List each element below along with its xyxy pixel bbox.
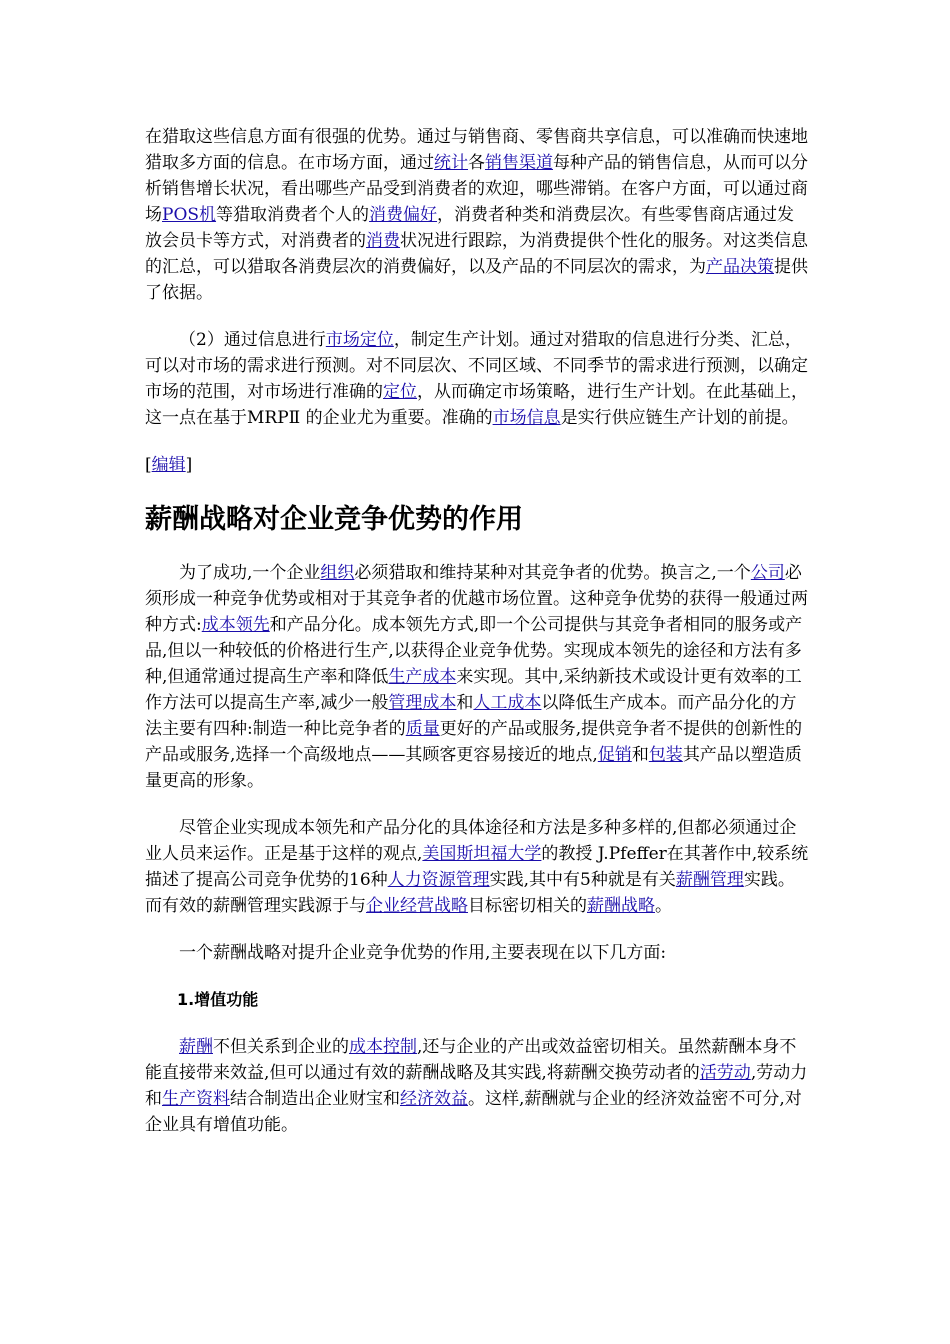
- link-pos-machine[interactable]: POS机: [162, 205, 217, 225]
- text: 更好的产品或服务,提供竞争者不提供的创新性的产品或服务,选择一个高级地点——其顾客更容易接近的地点,: [145, 719, 803, 765]
- text: ，从而确定市场策略，进行生产计划。在此基础上，这一点在基于MRPⅡ 的企业尤为重要。准确的: [145, 382, 808, 428]
- link-organization[interactable]: 组织: [320, 563, 355, 583]
- paragraph-value-added: [145, 1034, 810, 1138]
- text: 和: [456, 693, 474, 713]
- text: 。: [655, 896, 672, 916]
- text: ,还与企业的产出或效益密切相关。虽然薪酬本身不能直接带来效益,但可以通过有效的薪酬战略及其实践,将薪酬交换劳动者的: [145, 1037, 797, 1083]
- link-means-of-production[interactable]: 生产资料: [162, 1089, 230, 1109]
- text: 尽管企业实现成本领先和产品分化的具体途径和方法是多种多样的,但都必须通过企业人员来运作。正是基于这样的观点,: [145, 818, 797, 864]
- text: 是实行供应链生产计划的前提。: [560, 408, 799, 428]
- text: （2）通过信息进行: [179, 330, 326, 350]
- text: 的教授 J.Pfeffer在其著作中,较系统描述了提高公司竞争优势的16种: [145, 844, 809, 890]
- link-compensation-strategy[interactable]: 薪酬战略: [587, 896, 655, 916]
- link-packaging[interactable]: 包装: [648, 745, 683, 765]
- link-cost-leadership[interactable]: 成本领先: [201, 615, 270, 635]
- link-compensation[interactable]: 薪酬: [179, 1037, 213, 1057]
- text: 必须猎取和维持某种对其竞争者的优势。换言之,一个: [354, 563, 751, 583]
- text: 提供了依据。: [145, 257, 808, 303]
- text: 在猎取这些信息方面有很强的优势。通过与销售商、零售商共享信息，可以准确而快速地猎取多方面的信息。在市场方面，通过: [145, 127, 808, 173]
- link-statistics[interactable]: 统计: [434, 153, 468, 173]
- text: 以降低生产成本。而产品分化的方法主要有四种:制造一种比竞争者的: [145, 693, 797, 739]
- link-compensation-management[interactable]: 薪酬管理: [675, 870, 744, 890]
- text: 目标密切相关的: [468, 896, 587, 916]
- link-market-information[interactable]: 市场信息: [492, 408, 561, 428]
- text: 实践。而有效的薪酬管理实践源于与: [145, 870, 795, 916]
- link-company[interactable]: 公司: [750, 563, 785, 583]
- link-hr-management[interactable]: 人力资源管理: [387, 870, 490, 890]
- text: 实践,其中有5种就是有关: [489, 870, 676, 890]
- paragraph-info-advantage: [145, 124, 810, 306]
- link-labor-cost[interactable]: 人工成本: [473, 693, 542, 713]
- edit-link[interactable]: 编辑: [151, 455, 186, 475]
- link-product-decision[interactable]: 产品决策: [706, 257, 774, 277]
- article-body: [145, 124, 810, 1159]
- link-production-cost[interactable]: 生产成本: [388, 667, 457, 687]
- text: 为了成功,一个企业: [179, 563, 321, 583]
- text: 和产品分化。成本领先方式,即一个公司提供与其竞争者相同的服务或产品,但以一种较低的价格进行生产,以获得企业竞争优势。实现成本领先的途径和方法有多种,但通常通过提高生产率和降低: [145, 615, 803, 687]
- text: ，消费者种类和消费层次。有些零售商店通过发放会员卡等方式，对消费者的: [145, 205, 795, 251]
- text: ，制定生产计划。通过对猎取的信息进行分类、汇总，可以对市场的需求进行预测。对不同层次、不同区域、不同季节的需求进行预测，以确定市场的范围，对市场进行准确的: [145, 330, 808, 402]
- text: 不但关系到企业的: [213, 1037, 349, 1057]
- link-promotion[interactable]: 促销: [597, 745, 632, 765]
- bracket: [: [145, 455, 152, 475]
- paragraph-market-positioning: [145, 327, 810, 431]
- link-positioning[interactable]: 定位: [383, 382, 417, 402]
- text: 和: [631, 745, 649, 765]
- section-heading: 薪酬战略对企业竞争优势的作用: [145, 504, 523, 535]
- text: 。这样,薪酬就与企业的经济效益密不可分,对企业具有增值功能。: [145, 1089, 802, 1135]
- bracket: ]: [185, 455, 193, 475]
- link-consumption[interactable]: 消费: [366, 231, 400, 251]
- paragraph-intro-functions: 一个薪酬战略对提升企业竞争优势的作用,主要表现在以下几方面:: [179, 943, 667, 963]
- link-living-labor[interactable]: 活劳动: [699, 1063, 751, 1083]
- text: 其产品以塑造质量更高的形象。: [145, 745, 802, 791]
- text: 状况进行跟踪，为消费提供个性化的服务。对这类信息的汇总，可以猎取各消费层次的消费偏好，以及产品的不同层次的需求，为: [145, 231, 808, 277]
- paragraph-competitive-advantage: [145, 560, 810, 794]
- link-market-positioning[interactable]: 市场定位: [325, 330, 394, 350]
- paragraph-pfeffer: [145, 815, 810, 919]
- text: ,劳动力和: [145, 1063, 808, 1109]
- text: 各: [468, 153, 485, 173]
- link-quality[interactable]: 质量: [405, 719, 440, 739]
- link-economic-benefit[interactable]: 经济效益: [400, 1089, 468, 1109]
- text: 结合制造出企业财宝和: [230, 1089, 400, 1109]
- link-stanford-university[interactable]: 美国斯坦福大学: [422, 844, 542, 864]
- subheading-value-added: 1.增值功能: [177, 990, 259, 1009]
- text: 等猎取消费者个人的: [216, 205, 370, 225]
- link-sales-channel[interactable]: 销售渠道: [485, 153, 553, 173]
- text: 来实现。其中,采纳新技术或设计更有效率的工作方法可以提高生产率,减少一般: [145, 667, 802, 713]
- link-business-strategy[interactable]: 企业经营战略: [366, 896, 468, 916]
- link-consumer-preference[interactable]: 消费偏好: [369, 205, 438, 225]
- text: 每种产品的销售信息，从而可以分析销售增长状况，看出哪些产品受到消费者的欢迎，哪些滞销。在客户方面，可以通过商场: [145, 153, 808, 225]
- edit-section: [145, 452, 810, 478]
- link-management-cost[interactable]: 管理成本: [388, 693, 457, 713]
- text: 必须形成一种竞争优势或相对于其竞争者的优越市场位置。这种竞争优势的获得一般通过两种方式:: [145, 563, 808, 635]
- link-cost-control[interactable]: 成本控制: [349, 1037, 417, 1057]
